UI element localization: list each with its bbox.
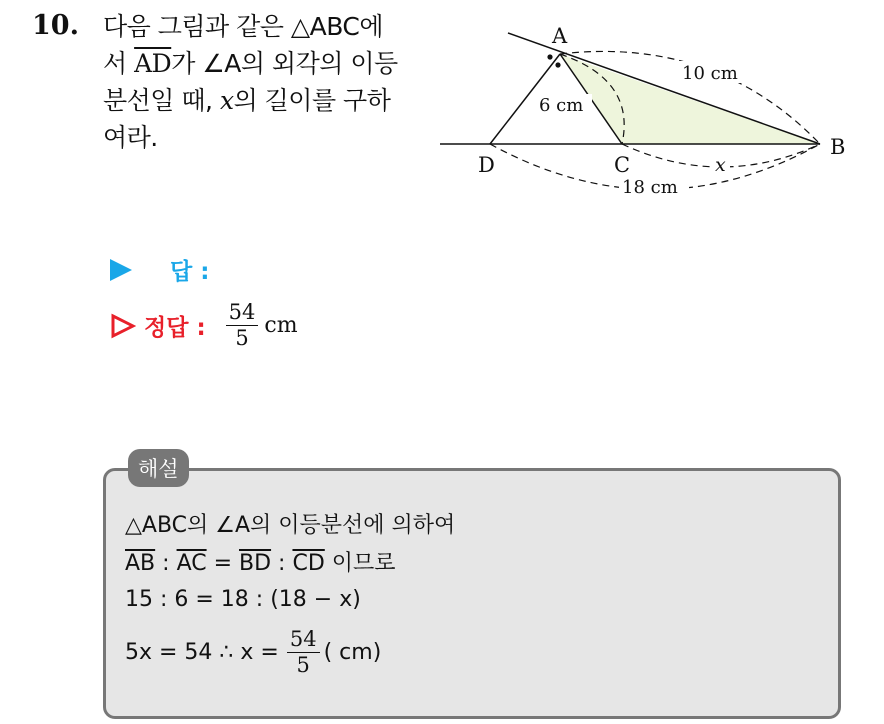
vertex-c-label: C	[614, 153, 631, 177]
question-text-part: 의 길이를 구하	[233, 86, 391, 115]
question-text	[103, 8, 428, 156]
correct-answer-row	[110, 300, 298, 351]
solution-line-1: △ABC의 ∠A의 이등분선에 의하여	[125, 513, 456, 538]
correct-answer-label: 정답 :	[144, 315, 206, 341]
segment-ac: $\overline{AC}$	[176, 551, 207, 576]
solution-fraction	[287, 627, 320, 678]
vertex-a-label: A	[552, 24, 568, 48]
question-line-4: 여라.	[103, 123, 158, 152]
fraction-denominator: 5	[296, 653, 310, 677]
solution-equation: 5x = 54 ∴ x =	[125, 640, 279, 665]
solution-line-4	[125, 627, 381, 678]
correct-answer-fraction	[226, 300, 259, 351]
question-line-2	[103, 45, 428, 82]
math-symbol: =	[206, 551, 240, 576]
vertex-b-label: B	[830, 135, 846, 159]
segment-ad: $\overline{AD}$	[134, 49, 172, 78]
solution-unit: ( cm)	[323, 640, 382, 665]
question-line-1: 다음 그림과 같은 △ABC에	[103, 12, 384, 41]
question-text-part: 분선일 때,	[103, 86, 213, 115]
math-symbol: :	[155, 551, 177, 576]
play-arrow-icon	[110, 259, 132, 281]
label-ab-length: 10 cm	[682, 63, 738, 84]
solution-tag: 해설	[128, 449, 189, 487]
fraction-denominator: 5	[235, 326, 249, 350]
label-ac-length: 6 cm	[539, 95, 584, 116]
answer-label: 답 :	[170, 259, 210, 285]
solution-line-2	[125, 546, 396, 577]
angle-mark-dot	[555, 62, 560, 67]
question-text-part: 가 ∠A의 외각의 이등	[171, 49, 398, 78]
segment-cd: $\overline{CD}$	[292, 551, 325, 576]
solution-line-3: 15 : 6 = 18 : (18 − x)	[125, 587, 361, 612]
question-number: 10.	[32, 10, 79, 41]
segment-bd: $\overline{BD}$	[239, 551, 272, 576]
solution-text-part: 이므로	[324, 551, 396, 576]
segment-ab: $\overline{AB}$	[125, 551, 156, 576]
answer-row	[110, 253, 209, 286]
fraction-numerator: 54	[287, 627, 320, 653]
vertex-d-label: D	[478, 153, 495, 177]
question-text-part: 서	[103, 49, 127, 78]
variable-x: x	[219, 86, 234, 115]
triangle-figure	[436, 20, 876, 210]
fraction-numerator: 54	[226, 300, 259, 326]
outline-arrow-icon	[110, 313, 136, 339]
label-db-length: 18 cm	[622, 177, 678, 198]
angle-mark-dot	[547, 54, 552, 59]
answer-unit: cm	[264, 313, 298, 338]
math-symbol: :	[271, 551, 293, 576]
label-cb-length: x	[715, 154, 726, 176]
question-line-3	[103, 82, 428, 119]
